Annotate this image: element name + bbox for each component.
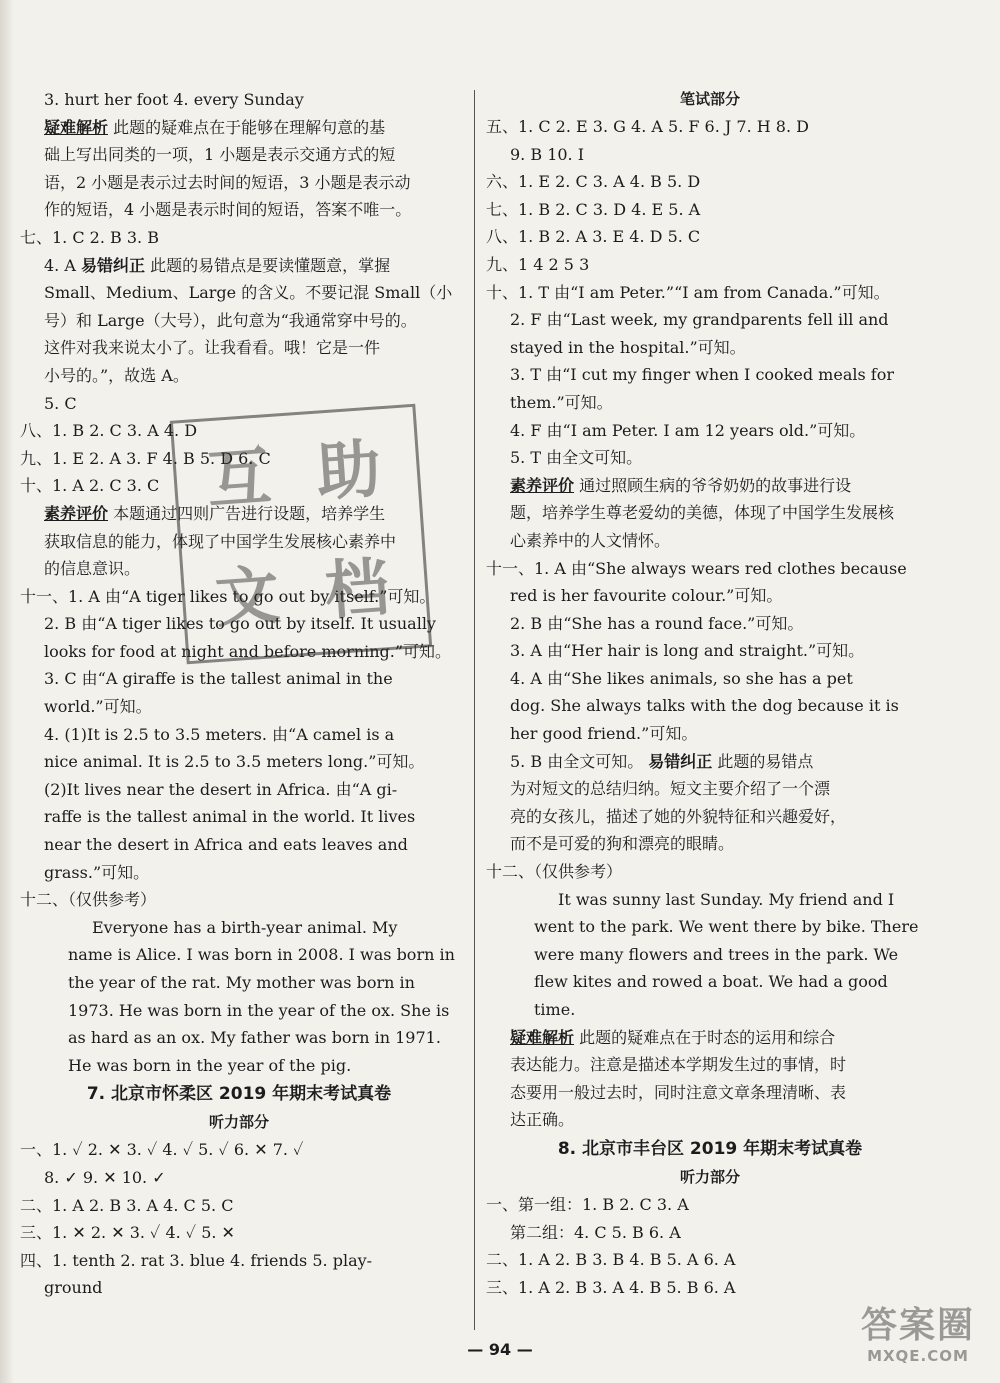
section-subheading: 听力部分 bbox=[208, 1113, 269, 1132]
answer-text: 4. (1)It is 2.5 to 3.5 meters. 由“A camel is a bbox=[44, 724, 395, 744]
answer-text: 5. T 由全文可知。 bbox=[510, 448, 643, 468]
answer-text: stayed in the hospital.”可知。 bbox=[510, 337, 746, 357]
note-tag: 疑难解析 bbox=[44, 117, 109, 137]
answer-text: 小号的。”，故选 A。 bbox=[44, 365, 189, 385]
answer-text: Everyone has a birth-year animal. My bbox=[92, 917, 398, 937]
answer-line bbox=[20, 252, 458, 280]
answer-text: Small、Medium、Large 的含义。不要记混 Small（小 bbox=[44, 283, 453, 303]
answer-line bbox=[20, 859, 458, 887]
answer-line bbox=[486, 1191, 934, 1219]
note-tag: 疑难解析 bbox=[510, 1027, 575, 1047]
answer-text: 三、1. ✕ 2. ✕ 3. ✓ 4. ✓ 5. ✕ bbox=[20, 1223, 235, 1243]
stamp-logo bbox=[170, 404, 432, 665]
answer-line bbox=[20, 307, 458, 335]
answer-text: 本题通过四则广告进行设题，培养学生 bbox=[108, 503, 386, 523]
answer-text: 2. B 由“A tiger likes to go out by itself. It usually bbox=[44, 614, 436, 634]
answer-text: 9. B 10. I bbox=[510, 144, 585, 164]
answer-line bbox=[486, 913, 934, 941]
answer-line bbox=[20, 1219, 458, 1247]
answer-text: 七、1. C 2. B 3. B bbox=[20, 227, 159, 247]
note-tag: 素养评价 bbox=[44, 503, 109, 523]
answer-text: 九、1. E 2. A 3. F 4. B 5. D 6. C bbox=[20, 448, 271, 468]
answer-line bbox=[486, 527, 934, 555]
answer-line bbox=[20, 1192, 458, 1220]
answer-line bbox=[486, 472, 934, 500]
answer-text: 表达能力。注意是描述本学期发生过的事情，时 bbox=[510, 1055, 847, 1075]
answer-text: 5. B 由全文可知。 bbox=[510, 751, 649, 771]
page-number: — 94 — bbox=[467, 1340, 533, 1359]
answer-text: raffe is the tallest animal in the world. It lives bbox=[44, 807, 416, 827]
right-column bbox=[486, 86, 934, 1301]
answer-line bbox=[486, 858, 934, 886]
answer-text: ground bbox=[44, 1278, 103, 1298]
answer-text: 达正确。 bbox=[510, 1110, 575, 1130]
answer-text: dog. She always talks with the dog because it is bbox=[510, 696, 899, 716]
answer-text: 4. A 由“She likes animals, so she has a pet bbox=[510, 668, 853, 688]
stamp-char: 文 bbox=[212, 557, 288, 637]
answer-line bbox=[486, 692, 934, 720]
answer-text: 作的短语，4 小题是表示时间的短语，答案不唯一。 bbox=[44, 200, 412, 220]
stamp-char: 助 bbox=[314, 431, 390, 511]
answer-text: 1973. He was born in the year of the ox. She is bbox=[68, 1000, 450, 1020]
answer-line bbox=[20, 914, 458, 942]
answer-text: 第二组：4. C 5. B 6. A bbox=[510, 1222, 681, 1242]
answer-line bbox=[20, 279, 458, 307]
answer-line bbox=[20, 886, 458, 914]
stamp-char: 互 bbox=[204, 439, 280, 518]
answer-text: 础上写出同类的一项，1 小题是表示交通方式的短 bbox=[44, 145, 396, 165]
answer-line bbox=[20, 114, 458, 142]
answer-text: 此题的疑难点在于能够在理解句意的基 bbox=[108, 117, 386, 137]
watermark-title: 答案圈 bbox=[860, 1305, 975, 1346]
answer-line bbox=[486, 665, 934, 693]
answer-text: 二、1. A 2. B 3. A 4. C 5. C bbox=[20, 1195, 234, 1215]
answer-line bbox=[486, 1079, 934, 1107]
answer-line bbox=[20, 803, 458, 831]
answer-line bbox=[20, 169, 458, 197]
note-tag: 素养评价 bbox=[510, 475, 575, 495]
page-edge-shadow bbox=[0, 0, 14, 1383]
answer-text: 获取信息的能力，体现了中国学生发展核心素养中 bbox=[44, 531, 397, 551]
answer-line bbox=[486, 582, 934, 610]
answer-line bbox=[20, 1052, 458, 1080]
answer-line bbox=[486, 306, 934, 334]
answer-text: 心素养中的人文情怀。 bbox=[510, 530, 671, 550]
answer-line bbox=[486, 968, 934, 996]
section-subheading: 听力部分 bbox=[679, 1167, 740, 1186]
answer-line bbox=[486, 1246, 934, 1274]
answer-line bbox=[486, 941, 934, 969]
answer-line bbox=[20, 693, 458, 721]
answer-line bbox=[486, 1219, 934, 1247]
answer-text: 而不是可爱的狗和漂亮的眼睛。 bbox=[510, 834, 735, 854]
answer-line bbox=[20, 721, 458, 749]
answer-text: 一、1. ✓ 2. ✕ 3. ✓ 4. ✓ 5. ✓ 6. ✕ 7. ✓ bbox=[20, 1140, 304, 1160]
answer-text: 号）和 Large（大号），此句意为“我通常穿中号的。 bbox=[44, 310, 417, 330]
answer-text: 3. hurt her foot 4. every Sunday bbox=[44, 90, 304, 109]
answer-line bbox=[486, 1024, 934, 1052]
answer-text: went to the park. We went there by bike. There bbox=[534, 917, 919, 937]
answer-line bbox=[486, 637, 934, 665]
answer-text: 4. F 由“I am Peter. I am 12 years old.”可知。 bbox=[510, 420, 866, 440]
answer-text: 3. C 由“A giraffe is the tallest animal in the bbox=[44, 669, 393, 689]
section-heading: 7. 北京市怀柔区 2019 年期末考试真卷 bbox=[86, 1084, 392, 1105]
answer-text: 题，培养学生尊老爱幼的美德，体现了中国学生发展核 bbox=[510, 503, 895, 523]
answer-text: 2. F 由“Last week, my grandparents fell ill and bbox=[510, 310, 889, 330]
answer-text: 十一、1. A 由“She always wears red clothes because bbox=[486, 558, 907, 578]
answer-text: 十一、1. A 由“A tiger likes to go out by itself.”可知。 bbox=[20, 586, 436, 606]
answer-line bbox=[486, 996, 934, 1024]
answer-line bbox=[20, 665, 458, 693]
answer-text: 2. B 由“She has a round face.”可知。 bbox=[510, 613, 804, 633]
answer-line bbox=[486, 499, 934, 527]
answer-line bbox=[20, 1247, 458, 1275]
answer-text: It was sunny last Sunday. My friend and I bbox=[558, 889, 895, 909]
answer-line bbox=[486, 361, 934, 389]
answer-text: 十、1. A 2. C 3. C bbox=[20, 476, 160, 496]
answer-text: 8. ✓ 9. ✕ 10. ✓ bbox=[44, 1167, 166, 1187]
answer-line bbox=[20, 748, 458, 776]
answer-text: 十二、（仅供参考） bbox=[20, 890, 157, 910]
answer-line bbox=[486, 389, 934, 417]
note-tag: 易错纠正 bbox=[81, 255, 146, 275]
answer-text: 八、1. B 2. A 3. E 4. D 5. C bbox=[486, 227, 701, 247]
answer-line bbox=[486, 168, 934, 196]
answer-line bbox=[20, 1164, 458, 1192]
left-column bbox=[20, 86, 458, 1302]
stamp-char: 档 bbox=[322, 550, 398, 629]
answer-line bbox=[486, 196, 934, 224]
answer-line bbox=[20, 776, 458, 804]
answer-text: 四、1. tenth 2. rat 3. blue 4. friends 5. play- bbox=[20, 1250, 373, 1270]
answer-text: flew kites and rowed a boat. We had a good bbox=[534, 972, 888, 992]
answer-text: time. bbox=[534, 1000, 576, 1019]
answer-line bbox=[20, 1024, 458, 1052]
answer-text: looks for food at night and before morning.”可知。 bbox=[44, 641, 452, 661]
answer-text: 此题的易错点 bbox=[712, 751, 814, 771]
answer-line bbox=[486, 555, 934, 583]
answer-line bbox=[20, 997, 458, 1025]
answer-line bbox=[20, 1136, 458, 1164]
answer-text: were many flowers and trees in the park. We bbox=[534, 944, 899, 964]
answer-line bbox=[486, 1106, 934, 1134]
answer-text: 通过照顾生病的爷爷奶奶的故事进行设 bbox=[574, 475, 852, 495]
section-heading: 8. 北京市丰台区 2019 年期末考试真卷 bbox=[557, 1138, 863, 1159]
answer-line bbox=[486, 444, 934, 472]
answer-text: 此题的易错点是要读懂题意，掌握 bbox=[145, 255, 391, 275]
answer-text: 十、1. T 由“I am Peter.”“I am from Canada.”可知。 bbox=[486, 282, 890, 302]
answer-line bbox=[20, 969, 458, 997]
answer-text: 态要用一般过去时，同时注意文章条理清晰、表 bbox=[510, 1082, 847, 1102]
answer-text: name is Alice. I was born in 2008. I was born in bbox=[68, 945, 455, 965]
answer-line bbox=[20, 362, 458, 390]
answer-text: nice animal. It is 2.5 to 3.5 meters long.”可知。 bbox=[44, 752, 425, 772]
answer-line bbox=[486, 113, 934, 141]
watermark-url: MXQE.COM bbox=[867, 1347, 969, 1365]
answer-text: 5. C bbox=[44, 393, 77, 413]
column-divider bbox=[474, 90, 475, 1330]
answer-text: 九、1 4 2 5 3 bbox=[486, 254, 590, 274]
answer-text: 3. A 由“Her hair is long and straight.”可知。 bbox=[510, 641, 865, 661]
answer-line bbox=[20, 141, 458, 169]
answer-line bbox=[20, 86, 458, 114]
answer-line bbox=[486, 1051, 934, 1079]
answer-line bbox=[20, 831, 458, 859]
answer-line bbox=[486, 141, 934, 169]
answer-line bbox=[486, 775, 934, 803]
answer-line bbox=[486, 610, 934, 638]
answer-line bbox=[20, 196, 458, 224]
answer-text: her good friend.”可知。 bbox=[510, 724, 698, 744]
answer-text: He was born in the year of the pig. bbox=[68, 1055, 352, 1075]
answer-text: 为对短文的总结归纳。短文主要介绍了一个漂 bbox=[510, 779, 831, 799]
answer-line bbox=[486, 251, 934, 279]
watermark-logo bbox=[848, 1305, 988, 1379]
answer-text: 这件对我来说太小了。让我看看。哦！它是一件 bbox=[44, 338, 381, 358]
answer-text: world.”可知。 bbox=[44, 697, 152, 717]
answer-line bbox=[20, 334, 458, 362]
answer-line bbox=[486, 279, 934, 307]
answer-text: 的信息意识。 bbox=[44, 559, 141, 579]
answer-text: red is her favourite colour.”可知。 bbox=[510, 586, 783, 606]
answer-text: 六、1. E 2. C 3. A 4. B 5. D bbox=[486, 172, 701, 192]
answer-text: 3. T 由“I cut my finger when I cooked meals for bbox=[510, 365, 894, 385]
answer-text: the year of the rat. My mother was born in bbox=[68, 973, 415, 992]
answer-text: them.”可知。 bbox=[510, 392, 613, 412]
answer-text: 二、1. A 2. B 3. B 4. B 5. A 6. A bbox=[486, 1250, 736, 1270]
answer-text: 十二、（仅供参考） bbox=[486, 862, 623, 882]
section-subheading: 笔试部分 bbox=[679, 90, 740, 108]
answer-text: grass.”可知。 bbox=[44, 862, 150, 882]
answer-text: 语，2 小题是表示过去时间的短语，3 小题是表示动 bbox=[44, 172, 411, 192]
answer-line bbox=[20, 941, 458, 969]
answer-line bbox=[486, 720, 934, 748]
answer-line bbox=[486, 803, 934, 831]
answer-text: near the desert in Africa and eats leaves and bbox=[44, 835, 408, 855]
answer-line bbox=[486, 334, 934, 362]
answer-text: (2)It lives near the desert in Africa. 由“A gi- bbox=[44, 779, 398, 799]
answer-line bbox=[20, 224, 458, 252]
answer-line bbox=[486, 1274, 934, 1302]
answer-text: 五、1. C 2. E 3. G 4. A 5. F 6. J 7. H 8. D bbox=[486, 117, 809, 136]
answer-text: 亮的女孩儿，描述了她的外貌特征和兴趣爱好， bbox=[510, 806, 847, 826]
answer-line bbox=[486, 886, 934, 914]
answer-text: 4. A bbox=[44, 255, 81, 275]
answer-text: 八、1. B 2. C 3. A 4. D bbox=[20, 421, 198, 441]
answer-text: as hard as an ox. My father was born in 1971. bbox=[68, 1028, 441, 1048]
answer-line bbox=[486, 417, 934, 445]
answer-line bbox=[20, 1274, 458, 1302]
answer-text: 一、第一组：1. B 2. C 3. A bbox=[486, 1194, 689, 1214]
answer-line bbox=[486, 223, 934, 251]
answer-text: 七、1. B 2. C 3. D 4. E 5. A bbox=[486, 199, 701, 219]
answer-line bbox=[486, 748, 934, 776]
answer-line bbox=[486, 830, 934, 858]
note-tag: 易错纠正 bbox=[648, 751, 713, 771]
answer-text: 三、1. A 2. B 3. A 4. B 5. B 6. A bbox=[486, 1277, 736, 1297]
answer-text: 此题的疑难点在于时态的运用和综合 bbox=[574, 1027, 836, 1047]
